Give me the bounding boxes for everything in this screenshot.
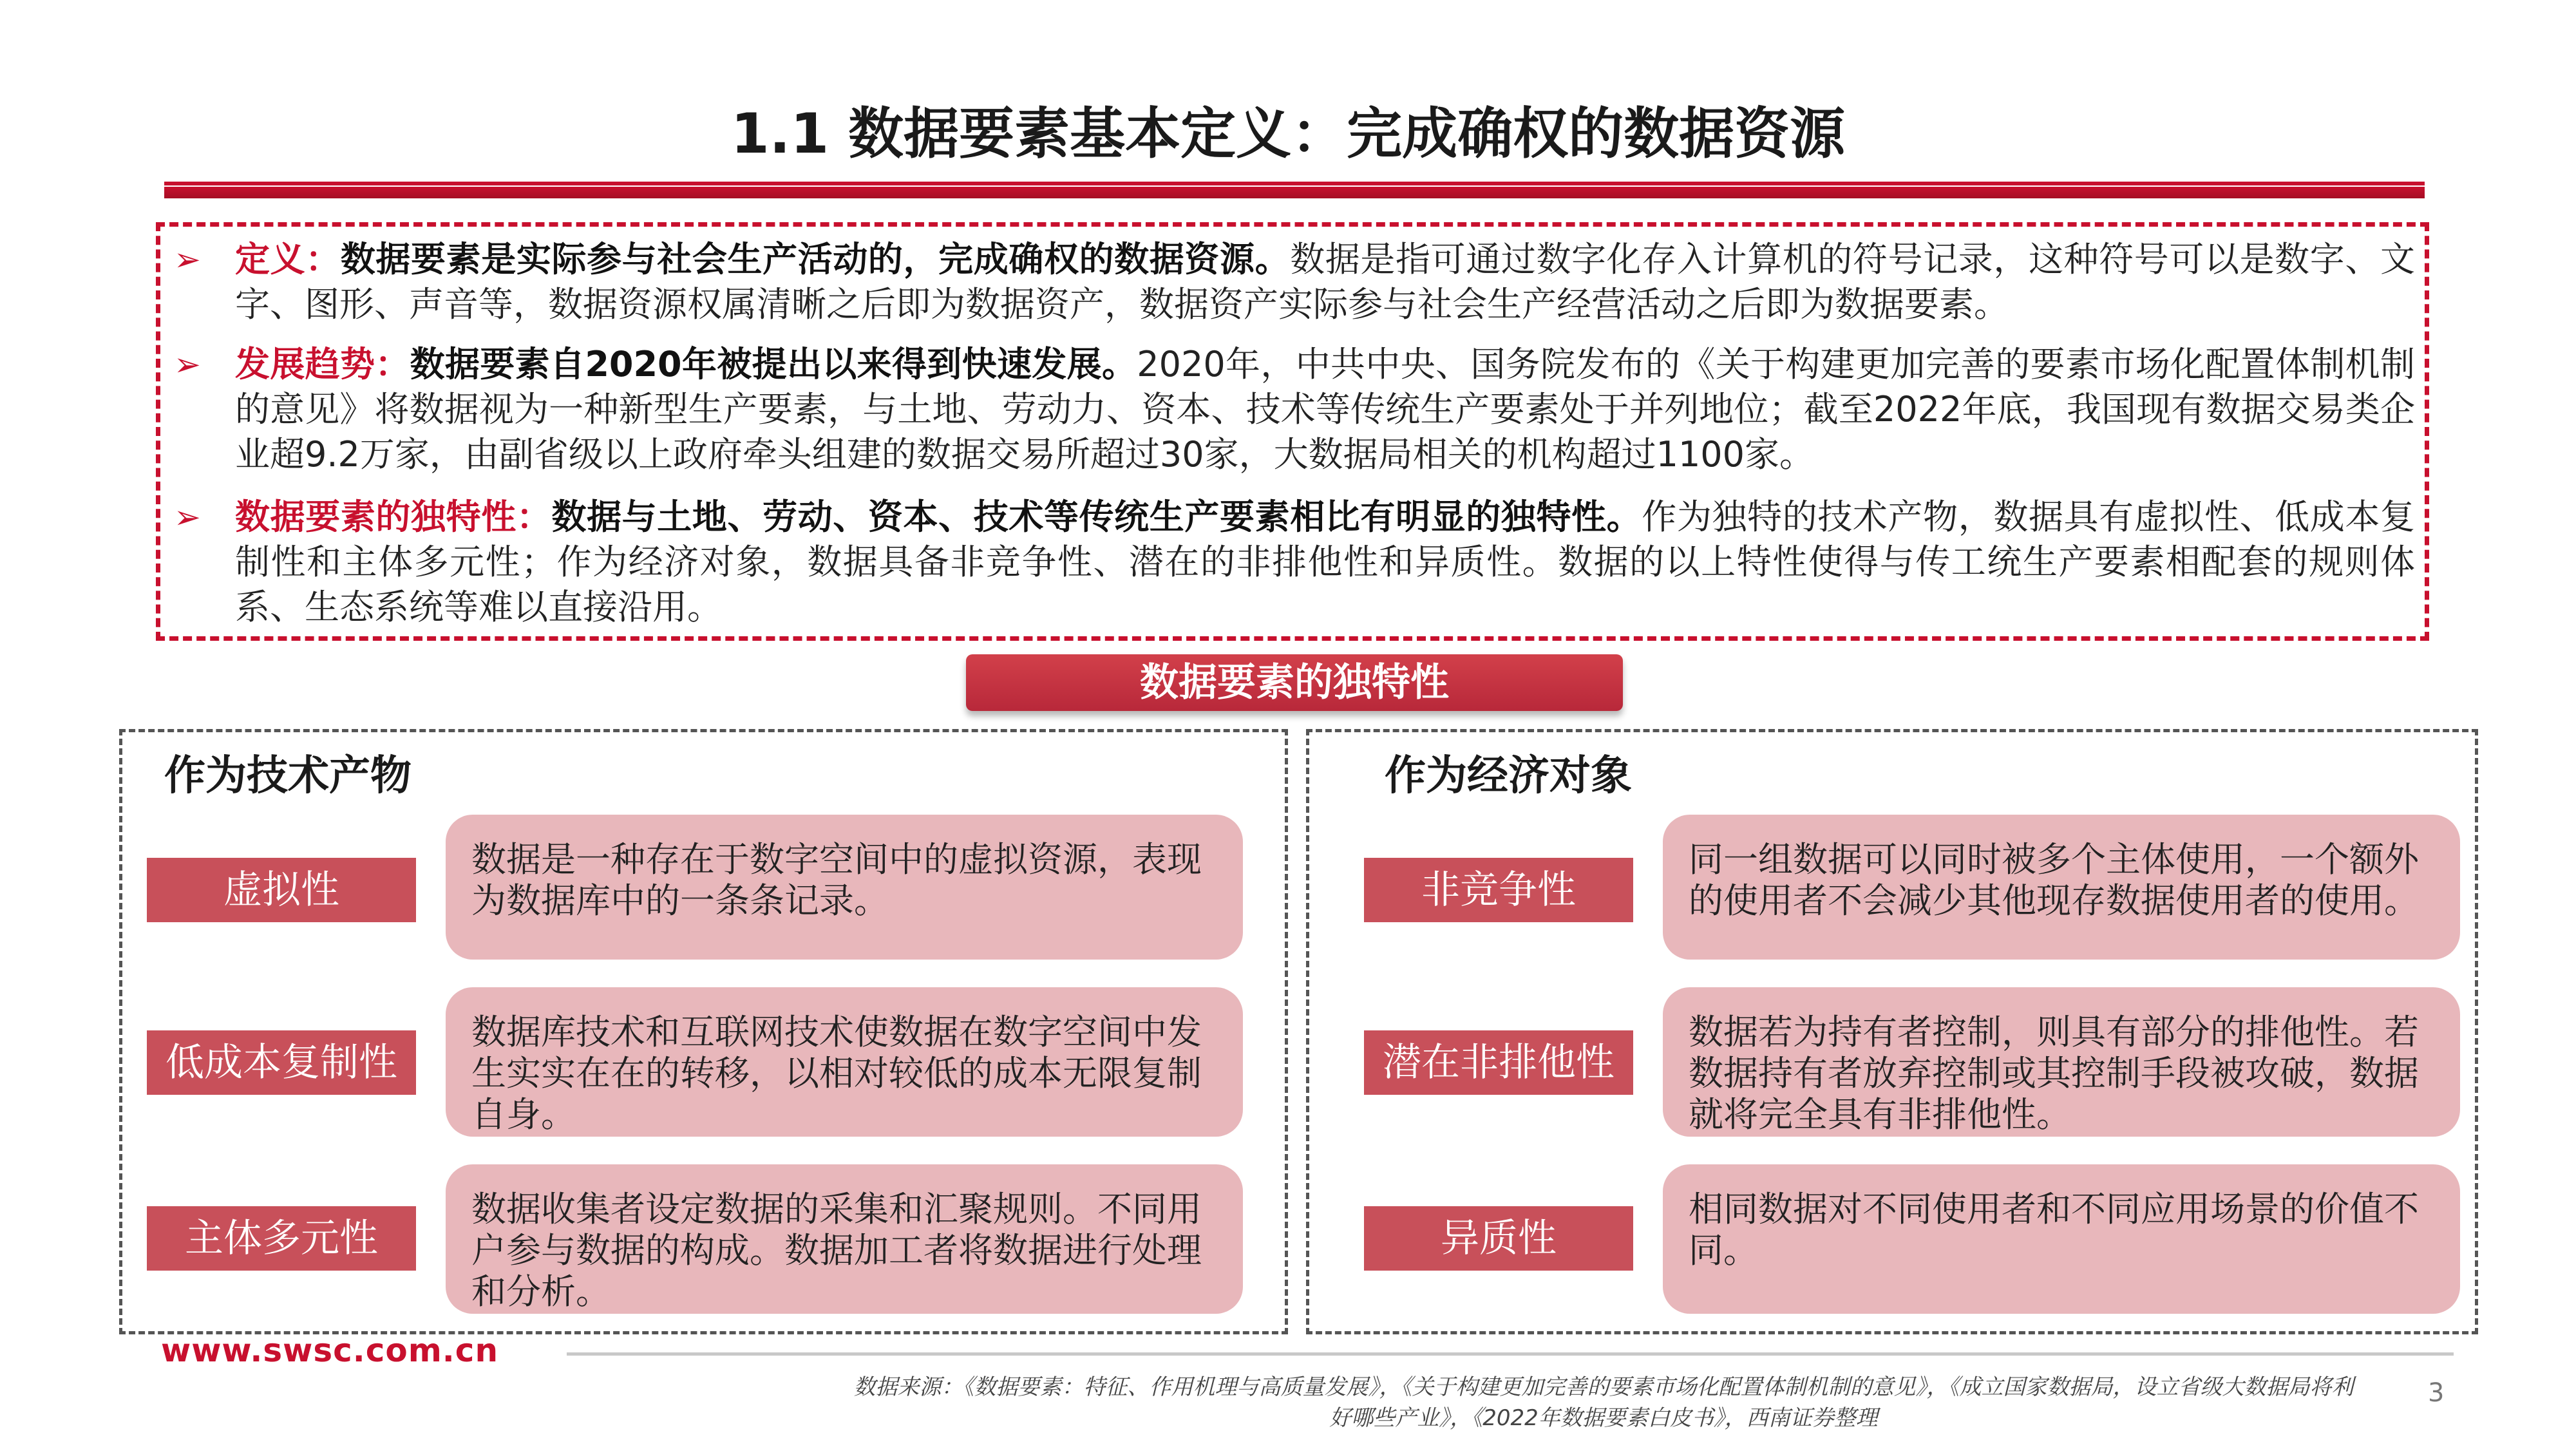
economic-object-heading: 作为经济对象 xyxy=(1385,752,1632,800)
attribute-description: 数据收集者设定数据的采集和汇聚规则。不同用户参与数据的构成。数据加工者将数据进行处理和分析。 xyxy=(446,1164,1243,1314)
definition-lead: 定义： xyxy=(235,239,341,279)
definition-body: 2020年，中共中央、国务院发布的《关于构建更加完善的要素市场化配置体制机制的意见》将数据视为一种新型生产要素，与土地、劳动力、资本、技术等传统生产要素处于并列地位；截至2022年底，我国现有数据交易类企业超9.2万家，由副省级以上政府牵头组建的数据交易所超过30家，大数据局相关的机构超过1100家。 xyxy=(235,344,2415,475)
attribute-label: 非竞争性 xyxy=(1364,858,1633,922)
section-banner: 数据要素的独特性 xyxy=(966,654,1623,711)
arrow-bullet-icon: ➢ xyxy=(174,498,201,536)
data-source-note xyxy=(773,1372,2434,1434)
title-divider-thin xyxy=(164,182,2425,185)
definition-text xyxy=(235,495,2415,630)
definition-item xyxy=(174,342,2428,477)
definition-body: 作为独特的技术产物，数据具有虚拟性、低成本复制性和主体多元性；作为经济对象，数据具备非竞争性、潜在的非排他性和异质性。数据的以上特性使得与传工统生产要素相配套的规则体系、生态系统等难以直接沿用。 xyxy=(235,497,2416,627)
definition-bold: 数据要素是实际参与社会生产活动的，完成确权的数据资源。 xyxy=(340,239,1291,279)
title-divider xyxy=(164,187,2425,198)
page-title: 1.1 数据要素基本定义：完成确权的数据资源 xyxy=(730,102,1846,166)
source-line: 数据来源：《数据要素：特征、作用机理与高质量发展》，《关于构建更加完善的要素市场化配置体制机制的意见》，《成立国家数据局，设立省级大数据局将利 xyxy=(853,1374,2354,1400)
definition-lead: 数据要素的独特性： xyxy=(235,497,552,537)
definition-bold: 数据与土地、劳动、资本、技术等传统生产要素相比有明显的独特性。 xyxy=(551,497,1642,537)
attribute-label: 潜在非排他性 xyxy=(1364,1030,1633,1095)
attribute-description: 数据是一种存在于数字空间中的虚拟资源，表现为数据库中的一条条记录。 xyxy=(446,815,1243,960)
attribute-label: 低成本复制性 xyxy=(147,1030,416,1095)
arrow-bullet-icon: ➢ xyxy=(174,346,201,383)
definition-item xyxy=(174,237,2428,327)
page-number: 3 xyxy=(2428,1378,2445,1408)
attribute-label: 主体多元性 xyxy=(147,1206,416,1271)
website-link[interactable]: www.swsc.com.cn xyxy=(161,1332,499,1369)
attribute-description: 数据若为持有者控制，则具有部分的排他性。若数据持有者放弃控制或其控制手段被攻破，数据就将完全具有非排他性。 xyxy=(1663,987,2460,1137)
attribute-label: 异质性 xyxy=(1364,1206,1633,1271)
definition-item xyxy=(174,495,2428,630)
attribute-description: 数据库技术和互联网技术使数据在数字空间中发生实实在在的转移，以相对较低的成本无限复制自身。 xyxy=(446,987,1243,1137)
definition-lead: 发展趋势： xyxy=(235,344,410,384)
tech-product-heading: 作为技术产物 xyxy=(164,752,412,800)
definition-bold: 数据要素自2020年被提出以来得到快速发展。 xyxy=(410,344,1137,384)
definition-text xyxy=(235,237,2415,327)
footer-divider xyxy=(567,1352,2454,1356)
attribute-description: 相同数据对不同使用者和不同应用场景的价值不同。 xyxy=(1663,1164,2460,1314)
source-line: 好哪些产业》，《2022年数据要素白皮书》，西南证券整理 xyxy=(1329,1405,1878,1431)
attribute-description: 同一组数据可以同时被多个主体使用，一个额外的使用者不会减少其他现存数据使用者的使用。 xyxy=(1663,815,2460,960)
attribute-label: 虚拟性 xyxy=(147,858,416,922)
definition-text xyxy=(235,342,2415,477)
arrow-bullet-icon: ➢ xyxy=(174,241,201,278)
definition-body: 数据是指可通过数字化存入计算机的符号记录，这种符号可以是数字、文字、图形、声音等，数据资源权属清晰之后即为数据资产，数据资产实际参与社会生产经营活动之后即为数据要素。 xyxy=(235,239,2416,325)
